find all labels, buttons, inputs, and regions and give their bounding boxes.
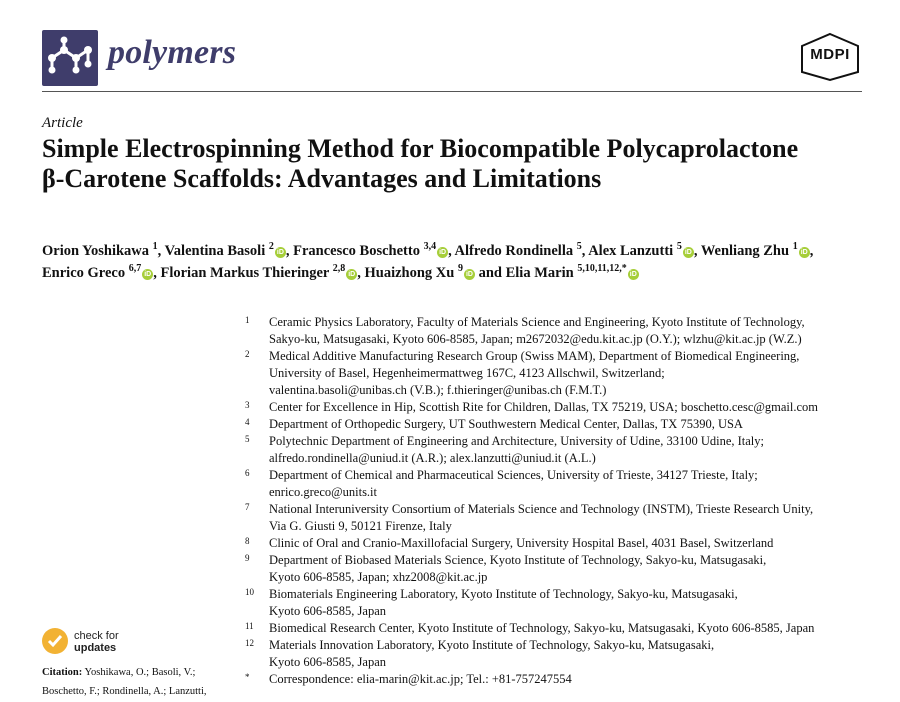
author-name: Alex Lanzutti xyxy=(588,243,674,259)
author-affiliation-ref: 5 xyxy=(676,241,682,253)
author-separator: , xyxy=(448,243,452,259)
affiliation-line: Biomedical Research Center, Kyoto Institute of Technology, Sakyo-ku, Matsugasaki, Kyoto 606-8585, Japan xyxy=(269,621,815,635)
affiliation-item xyxy=(245,671,865,688)
affiliation-line: Department of Biobased Materials Science, Kyoto Institute of Technology, Sakyo-ku, Matsugasaki, xyxy=(269,553,767,567)
affiliation-line: Clinic of Oral and Cranio-Maxillofacial Surgery, University Hospital Basel, 4031 Basel, Switzerland xyxy=(269,536,774,550)
author[interactable] xyxy=(455,243,586,259)
affiliation-line: Biomaterials Engineering Laboratory, Kyoto Institute of Technology, Sakyo-ku, Matsugasaki, xyxy=(269,587,738,601)
author[interactable] xyxy=(588,243,697,259)
affiliation-number: 2 xyxy=(245,349,250,359)
author-name: Valentina Basoli xyxy=(164,243,266,259)
author[interactable] xyxy=(701,243,814,259)
author-name: Enrico Greco xyxy=(42,265,126,281)
affiliation-number: 10 xyxy=(245,587,254,597)
author-separator: , xyxy=(285,243,290,259)
author-separator: , xyxy=(153,265,157,281)
affiliation-item xyxy=(245,552,865,586)
affiliation-number: 6 xyxy=(245,468,250,478)
author[interactable] xyxy=(160,265,360,281)
affiliation-item xyxy=(245,467,865,501)
author-separator: , xyxy=(157,243,162,259)
affiliation-line: Kyoto 606-8585, Japan xyxy=(269,655,386,669)
author-affiliation-ref: 5,10,11,12,* xyxy=(577,263,627,275)
orcid-icon[interactable]: iD xyxy=(800,249,808,256)
author-name: Francesco Boschetto xyxy=(293,243,420,259)
affiliation-item xyxy=(245,586,865,620)
author-affiliation-ref: 5 xyxy=(576,241,582,253)
author-affiliation-ref: 2,8 xyxy=(332,263,346,275)
orcid-icon[interactable]: iD xyxy=(276,249,284,256)
orcid-icon[interactable]: iD xyxy=(348,271,356,278)
affiliation-line: Kyoto 606-8585, Japan; xhz2008@kit.ac.jp xyxy=(269,570,488,584)
affiliation-item xyxy=(245,314,865,348)
affiliation-number: 4 xyxy=(245,417,250,427)
affiliation-number: 1 xyxy=(245,315,250,325)
affiliation-item xyxy=(245,399,865,416)
affiliation-number: 3 xyxy=(245,400,250,410)
journal-logo-icon xyxy=(42,30,98,86)
author-separator: , xyxy=(693,243,698,259)
author-affiliation-ref: 3,4 xyxy=(423,241,437,253)
header-divider xyxy=(42,91,862,92)
orcid-icon[interactable]: iD xyxy=(684,249,692,256)
author-list xyxy=(42,240,882,284)
affiliation-number: 9 xyxy=(245,553,250,563)
affiliation-item xyxy=(245,416,865,433)
mdpi-label: MDPI xyxy=(810,46,850,63)
affiliation-item xyxy=(245,348,865,399)
affiliation-line: enrico.greco@units.it xyxy=(269,485,378,499)
affiliation-number: 7 xyxy=(245,502,250,512)
affiliation-line: Kyoto 606-8585, Japan xyxy=(269,604,386,618)
affiliation-line: Correspondence: elia-marin@kit.ac.jp; Tel.: +81-757247554 xyxy=(269,672,572,686)
author-affiliation-ref: 1 xyxy=(792,241,798,253)
orcid-icon[interactable]: iD xyxy=(465,271,473,278)
affiliation-line: Materials Innovation Laboratory, Kyoto Institute of Technology, Sakyo-ku, Matsugasaki, xyxy=(269,638,715,652)
author[interactable] xyxy=(165,243,290,259)
author-name: Huaizhong Xu xyxy=(364,265,455,281)
check-updates-icon xyxy=(42,628,68,654)
affiliation-line: valentina.basoli@unibas.ch (V.B.); f.thieringer@unibas.ch (F.M.T.) xyxy=(269,383,607,397)
affiliation-item xyxy=(245,620,865,637)
affiliation-line: alfredo.rondinella@uniud.it (A.R.); alex.lanzutti@uniud.it (A.L.) xyxy=(269,451,596,465)
citation-line: Yoshikawa, O.; Basoli, V.; xyxy=(84,667,196,678)
citation-label: Citation: xyxy=(42,667,83,678)
author[interactable] xyxy=(506,265,639,281)
affiliation-number: * xyxy=(245,672,250,682)
affiliation-item xyxy=(245,637,865,671)
article-title: Simple Electrospinning Method for Biocompatible Polycaprolactone β-Carotene Scaffolds: Advantages and Limitations xyxy=(42,134,799,193)
affiliation-line: Ceramic Physics Laboratory, Faculty of Materials Science and Engineering, Kyoto Institute of Technology, xyxy=(269,315,805,329)
affiliation-line: Via G. Giusti 9, 50121 Firenze, Italy xyxy=(269,519,452,533)
affiliation-number: 12 xyxy=(245,638,254,648)
citation-block xyxy=(42,663,232,701)
author-name: Florian Markus Thieringer xyxy=(160,265,330,281)
orcid-icon[interactable]: iD xyxy=(144,271,152,278)
affiliation-line: Medical Additive Manufacturing Research Group (Swiss MAM), Department of Biomedical Engineering, xyxy=(269,349,800,363)
orcid-icon[interactable]: iD xyxy=(629,271,637,278)
author-name: Alfredo Rondinella xyxy=(454,243,574,259)
author[interactable] xyxy=(42,265,157,281)
affiliation-line: Sakyo-ku, Matsugasaki, Kyoto 606-8585, Japan; m2672032@edu.kit.ac.jp (O.Y.); wlzhu@kit.ac.jp (W.Z.) xyxy=(269,332,802,346)
affiliation-number: 8 xyxy=(245,536,250,546)
affiliation-line: Polytechnic Department of Engineering and Architecture, University of Udine, 33100 Udine, Italy; xyxy=(269,434,765,448)
affiliation-item xyxy=(245,501,865,535)
author[interactable] xyxy=(364,265,502,281)
check-updates-line1: check for xyxy=(74,630,119,642)
author-affiliation-ref: 9 xyxy=(457,263,463,275)
author-separator: , xyxy=(809,243,814,259)
check-updates-line2: updates xyxy=(74,642,117,654)
author-separator: and xyxy=(474,265,502,281)
affiliation-item xyxy=(245,535,865,552)
affiliation-item xyxy=(245,433,865,467)
affiliation-number: 11 xyxy=(245,621,254,631)
journal-name[interactable]: polymers xyxy=(108,34,237,71)
orcid-icon[interactable]: iD xyxy=(439,249,447,256)
author-separator: , xyxy=(581,243,586,259)
author-affiliation-ref: 2 xyxy=(268,241,274,253)
affiliation-number: 5 xyxy=(245,434,250,444)
affiliation-line: Department of Chemical and Pharmaceutical Sciences, University of Trieste, 34127 Trieste, Italy; xyxy=(269,468,758,482)
author-affiliation-ref: 6,7 xyxy=(128,263,142,275)
mdpi-logo[interactable] xyxy=(798,32,862,82)
affiliation-line: National Interuniversity Consortium of Materials Science and Technology (INSTM), Trieste Research Unity, xyxy=(269,502,814,516)
author-separator: , xyxy=(357,265,361,281)
affiliation-line: Department of Orthopedic Surgery, UT Southwestern Medical Center, Dallas, TX 75390, USA xyxy=(269,417,743,431)
affiliation-line: Center for Excellence in Hip, Scottish Rite for Children, Dallas, TX 75219, USA; boschetto.cesc@gmail.com xyxy=(269,400,819,414)
author-name: Orion Yoshikawa xyxy=(42,243,150,259)
author-name: Elia Marin xyxy=(505,265,574,281)
affiliation-list xyxy=(245,314,865,688)
citation-line: Boschetto, F.; Rondinella, A.; Lanzutti, xyxy=(42,686,207,697)
article-type: Article xyxy=(42,115,83,131)
check-for-updates-button[interactable] xyxy=(42,628,162,658)
author-affiliation-ref: 1 xyxy=(152,241,158,253)
author[interactable] xyxy=(293,243,452,259)
affiliation-line: University of Basel, Hegenheimermattweg 167C, 4123 Allschwil, Switzerland; xyxy=(269,366,665,380)
author-name: Wenliang Zhu xyxy=(700,243,790,259)
author[interactable] xyxy=(42,243,161,259)
journal-header xyxy=(42,30,862,90)
